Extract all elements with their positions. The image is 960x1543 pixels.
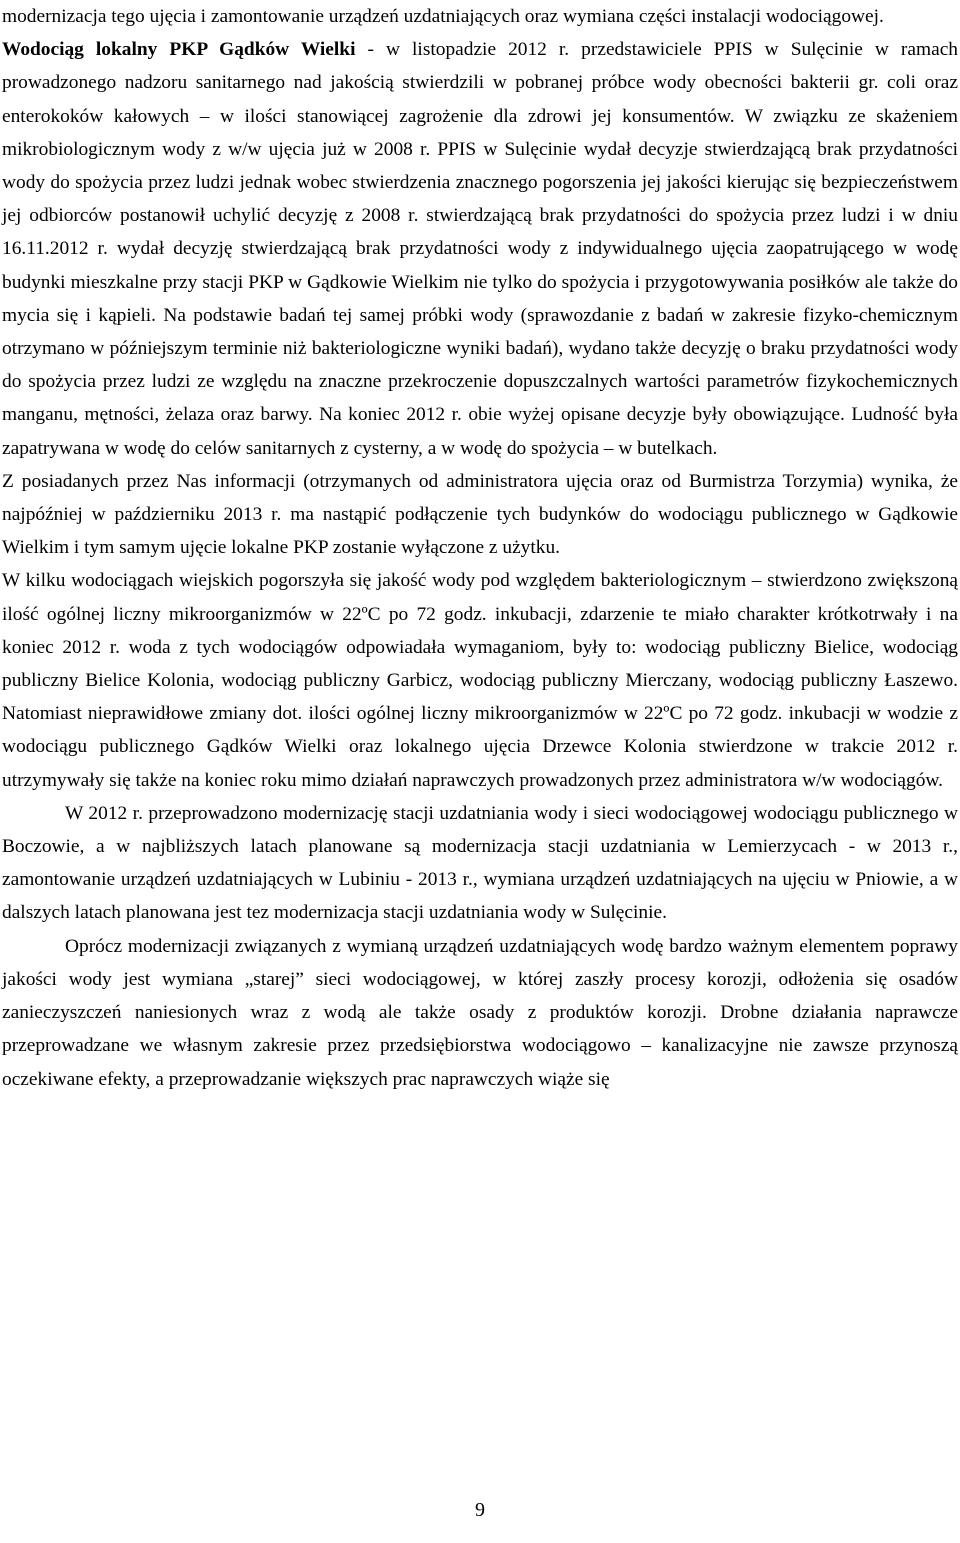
paragraph-6 (2, 930, 958, 1096)
paragraph-5 (2, 797, 958, 930)
page-number: 9 (475, 1499, 485, 1521)
paragraph-4-text: W kilku wodociągach wiejskich pogorszyła się jakość wody pod względem bakteriologicznym – stwierdzono zwiększoną ilość ogólnej liczny mikroorganizmów w 22ºC po 72 godz. inkubacji, zdarzenie te miało charakter krótkotrwały i na koniec 2012 r. woda z tych wodociągów odpowiadała wymaganiom, były to: wodociąg publiczny Bielice, wodociąg publiczny Bielice Kolonia, wodociąg publiczny Garbicz, wodociąg publiczny Mierczany, wodociąg publiczny Łaszewo. Natomiast nieprawidłowe zmiany dot. ilości ogólnej liczny mikroorganizmów w 22ºC po 72 godz. inkubacji w wodzie z wodociągu publicznego Gądków Wielki oraz lokalnego ujęcia Drzewce Kolonia stwierdzone w trakcie 2012 r. utrzymywały się także na koniec roku mimo działań naprawczych prowadzonych przez administratora w/w wodociągów. (2, 570, 958, 791)
paragraph-2 (2, 33, 958, 465)
paragraph-1-text: modernizacja tego ujęcia i zamontowanie urządzeń uzdatniających oraz wymiana części instalacji wodociągowej. (2, 6, 884, 27)
paragraph-3-text: Z posiadanych przez Nas informacji (otrzymanych od administratora ujęcia oraz od Burmistrza Torzymia) wynika, że najpóźniej w październiku 2013 r. ma nastąpić podłączenie tych budynków do wodociągu publicznego w Gądkowie Wielkim i tym samym ujęcie lokalne PKP zostanie wyłączone z użytku. (2, 470, 958, 559)
paragraph-4 (2, 564, 958, 796)
paragraph-1 (2, 0, 958, 33)
paragraph-2-lead: Wodociąg lokalny PKP Gądków Wielki (2, 39, 356, 61)
paragraph-2-text: - w listopadzie 2012 r. przedstawiciele PPIS w Sulęcinie w ramach prowadzonego nadzoru sanitarnego nad jakością stwierdzili w pobranej próbce wody obecności bakterii gr. coli oraz enterokoków kałowych – w ilości stanowiącej zagrożenie dla zdrowi jej konsumentów. W związku ze skażeniem mikrobiologicznym wody z w/w ujęcia już w 2008 r. PPIS w Sulęcinie wydał decyzje stwierdzającą brak przydatności wody do spożycia przez ludzi jednak wobec stwierdzenia znacznego pogorszenia jej jakości kierując się bezpieczeństwem jej odbiorców postanowił uchylić decyzję z 2008 r. stwierdzającą brak przydatności do spożycia przez ludzi i w dniu 16.11.2012 r. wydał decyzję stwierdzającą brak przydatności wody z indywidualnego ujęcia zaopatrującego w wodę budynki mieszkalne przy stacji PKP w Gądkowie Wielkim nie tylko do spożycia i przygotowywania posiłków ale także do mycia się i kąpieli. Na podstawie badań tej samej próbki wody (sprawozdanie z badań w zakresie fizyko-chemicznym otrzymano w późniejszym terminie niż bakteriologiczne wyniki badań), wydano także decyzję o braku przydatności wody do spożycia przez ludzi ze względu na znaczne przekroczenie dopuszczalnych wartości parametrów fizykochemicznych manganu, mętności, żelaza oraz barwy. Na koniec 2012 r. obie wyżej opisane decyzje były obowiązujące. Ludność była zapatrywana w wodę do celów sanitarnych z cysterny, a w wodę do spożycia – w butelkach. (2, 39, 958, 459)
paragraph-3 (2, 465, 958, 565)
paragraph-5-text: W 2012 r. przeprowadzono modernizację stacji uzdatniania wody i sieci wodociągowej wodociągu publicznego w Boczowie, a w najbliższych latach planowane są modernizacja stacji uzdatniania w Lemierzycach - w 2013 r., zamontowanie urządzeń uzdatniających w Lubiniu - 2013 r., wymiana urządzeń uzdatniających na ujęciu w Pniowie, a w dalszych latach planowana jest tez modernizacja stacji uzdatniania wody w Sulęcinie. (2, 802, 958, 924)
paragraph-6-text: Oprócz modernizacji związanych z wymianą urządzeń uzdatniających wodę bardzo ważnym elementem poprawy jakości wody jest wymiana „starej” sieci wodociągowej, w której zaszły procesy korozji, odłożenia się osadów zanieczyszczeń naniesionych wraz z wodą ale także osady z produktów korozji. Drobne działania naprawcze przeprowadzane we własnym zakresie przez przedsiębiorstwa wodociągowo – kanalizacyjne nie zawsze przynoszą oczekiwane efekty, a przeprowadzanie większych prac naprawczych wiąże się (2, 935, 958, 1090)
